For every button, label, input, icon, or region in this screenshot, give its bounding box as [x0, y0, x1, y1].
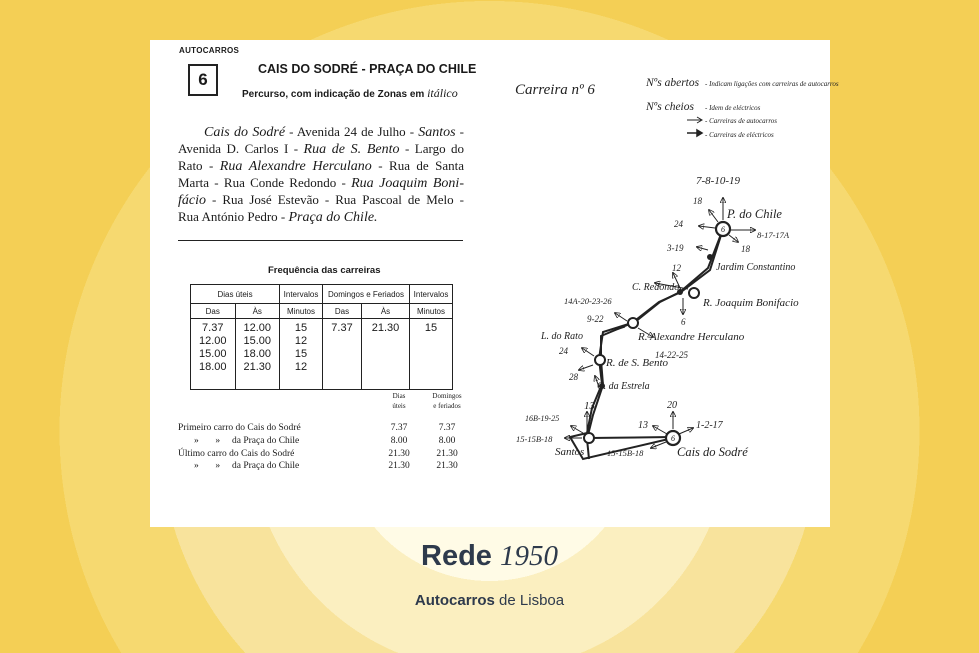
sub-to: Às	[235, 304, 280, 319]
sunday-to-cell	[361, 319, 409, 390]
route-segment: Cais do Sodré	[204, 125, 286, 140]
title-bold: Rede	[421, 540, 492, 572]
frequency-title: Frequência das carreiras	[268, 265, 381, 276]
sub-from-2: Das	[323, 304, 362, 319]
route-segment: Rato -	[178, 158, 220, 173]
frequency-value: 18.00	[243, 348, 272, 360]
sched-row-uteis: 21.30	[388, 461, 410, 471]
link-label: 24	[559, 346, 568, 356]
sunday-from-cell	[323, 319, 362, 390]
frequency-value: 18.00	[198, 361, 227, 373]
route-segment: Avenida D. Carlos I -	[178, 141, 304, 156]
route-segment: - Avenida 24 de Julho -	[285, 124, 419, 139]
route-line-text	[178, 209, 464, 226]
route-segment: Rua Alexandre Herculano	[219, 159, 372, 174]
col-intervals: Intervalos	[280, 285, 323, 304]
route-segment: Santos	[418, 125, 456, 140]
link-label: 6	[681, 317, 686, 327]
frequency-value: 7.37	[202, 322, 224, 334]
sched-row-uteis: 7.37	[390, 423, 408, 433]
link-label: 18	[693, 196, 702, 206]
subtitle-italic: itálico	[427, 86, 458, 100]
route-description	[178, 124, 464, 226]
sunday-interval-cell	[410, 319, 453, 390]
subtitle-bold: Autocarros	[414, 592, 495, 609]
sched-row-uteis: 21.30	[388, 449, 410, 459]
frequency-value: 12.00	[198, 335, 227, 347]
link-label: 16B-19-25	[525, 414, 560, 423]
legend-text: - Carreiras de eléctricos	[705, 131, 774, 139]
weekday-from-cell	[191, 319, 236, 390]
route-line-text	[178, 141, 464, 158]
link-label: 18	[741, 244, 750, 254]
link-label: 3-19	[667, 243, 684, 253]
route-line-text	[178, 124, 464, 141]
link-label: 8-17-17A	[757, 230, 790, 240]
sched-row-label: » » da Praça do Chile	[194, 461, 300, 471]
link-label: 12	[672, 263, 681, 273]
chile-terminal	[716, 222, 730, 236]
route-segment: Rua de S. Bento	[303, 142, 400, 157]
sched-row-label: » » da Praça do Chile	[194, 436, 300, 446]
stop-label: R. Alexandre Herculano	[638, 331, 745, 343]
stop-label: P. do Chile	[727, 207, 782, 221]
stop-label: Santos	[555, 446, 585, 458]
sched-row-label: Último carro do Cais do Sodré	[178, 449, 295, 459]
category-label: AUTOCARROS	[179, 46, 240, 55]
route-line-text	[178, 158, 464, 175]
sched-col-domingos: Domingos	[432, 392, 462, 400]
link-label: 28	[569, 372, 578, 382]
title-year: 1950	[499, 540, 558, 572]
link-label: 14-22-25	[655, 350, 688, 360]
route-line-text	[178, 192, 464, 209]
sub-from: Das	[191, 304, 236, 319]
frequency-value: 7.37	[331, 322, 353, 334]
col-intervals-2: Intervalos	[410, 285, 453, 304]
link-label: 24	[674, 219, 683, 229]
route-map	[505, 70, 839, 510]
route-segment: Rua Joaquim Boni-	[351, 176, 464, 191]
cais-terminal	[666, 431, 680, 445]
frequency-table	[190, 284, 453, 390]
frequency-value: 21.30	[371, 322, 400, 334]
frequency-value: 15	[294, 348, 308, 360]
stop-label: Jardim Constantino	[716, 262, 796, 273]
legend-text: - Indicam ligações com carreiras de autocarros	[705, 80, 839, 88]
route-subtitle	[242, 86, 458, 101]
link-label: 9-22	[587, 314, 604, 324]
poster-title	[0, 540, 979, 573]
route-segment: Praça do Chile.	[288, 210, 378, 225]
link-label: 1-2-17	[696, 420, 723, 431]
weekday-interval-cell	[280, 319, 323, 390]
legend-text: - Carreiras de autocarros	[705, 117, 778, 125]
timetable-sheet	[150, 40, 839, 527]
frequency-value: 12	[294, 361, 308, 373]
frequency-value: 15	[424, 322, 438, 334]
subtitle-rest: de Lisboa	[494, 592, 565, 609]
legend-key: Nºs abertos	[646, 77, 700, 89]
sched-row-domingos: 21.30	[436, 449, 458, 459]
sched-col-dias: Dias	[392, 392, 406, 400]
sub-to-2: Às	[361, 304, 409, 319]
route-segment: Marta - Rua Conde Redondo -	[178, 175, 352, 190]
route-segment: - Largo do	[399, 141, 465, 156]
legend-key: Nºs cheios	[646, 101, 694, 113]
link-label: 15-15B-18	[607, 448, 644, 458]
stop-label: C. Redondo	[632, 282, 680, 293]
link-label: 13	[638, 420, 648, 431]
frequency-value: 12	[294, 335, 308, 347]
link-label: 13	[584, 400, 595, 412]
route-title: CAIS DO SODRÉ - PRAÇA DO CHILE	[258, 62, 477, 76]
sched-row-domingos: 7.37	[438, 423, 456, 433]
stop-label: L. do Rato	[541, 331, 583, 342]
route-line-text	[178, 175, 464, 192]
stop-label: Cais do Sodré	[677, 445, 748, 459]
sched-col-feriados: e feriados	[433, 402, 461, 410]
legend-arrow-filled-icon	[687, 130, 702, 136]
route-line-3	[589, 437, 673, 438]
subtitle-text: Percurso, com indicação de Zonas em	[242, 89, 428, 100]
weekday-to-cell	[235, 319, 280, 390]
poster-subtitle	[0, 592, 979, 609]
sub-minutes: Minutos	[280, 304, 323, 319]
map-title: Carreira nº 6	[515, 82, 595, 98]
sched-col-uteis: úteis	[392, 402, 406, 410]
frequency-value: 21.30	[243, 361, 272, 373]
svg-text:6: 6	[721, 225, 725, 234]
stop-label: C. da Estrela	[597, 381, 650, 392]
link-label: 7-8-10-19	[696, 175, 740, 187]
sched-row-uteis: 8.00	[390, 436, 408, 446]
sub-minutes-2: Minutos	[410, 304, 453, 319]
frequency-value: 12.00	[243, 322, 272, 334]
link-label: 14A-20-23-26	[564, 296, 612, 306]
col-sundays: Domingos e Feriados	[323, 285, 410, 304]
sched-row-domingos: 8.00	[438, 436, 456, 446]
route-info-panel	[150, 40, 480, 527]
legend-text: - Idem de eléctricos	[705, 104, 761, 112]
svg-text:6: 6	[671, 434, 675, 443]
route-segment: -	[455, 124, 464, 139]
route-segment: - Rua de Santa	[371, 158, 464, 173]
route-segment: Rua António Pedro -	[178, 209, 289, 224]
col-weekdays: Dias úteis	[191, 285, 280, 304]
divider	[178, 240, 463, 241]
stop-label: R. de S. Bento	[606, 357, 669, 369]
frequency-value: 15.00	[243, 335, 272, 347]
route-segment: - Rua José Estevão - Rua Pascoal de Melo -	[206, 192, 464, 207]
stop-label: R. Joaquim Bonifacio	[703, 297, 799, 309]
link-label: 20	[667, 400, 677, 411]
route-segment: fácio	[178, 193, 206, 208]
link-label: 15-15B-18	[516, 434, 553, 444]
frequency-value: 15.00	[198, 348, 227, 360]
sched-row-domingos: 21.30	[436, 461, 458, 471]
route-number-box: 6	[188, 64, 218, 96]
frequency-value: 15	[294, 322, 308, 334]
legend-arrow-open-icon	[687, 117, 702, 123]
sched-row-label: Primeiro carro do Cais do Sodré	[178, 423, 301, 433]
